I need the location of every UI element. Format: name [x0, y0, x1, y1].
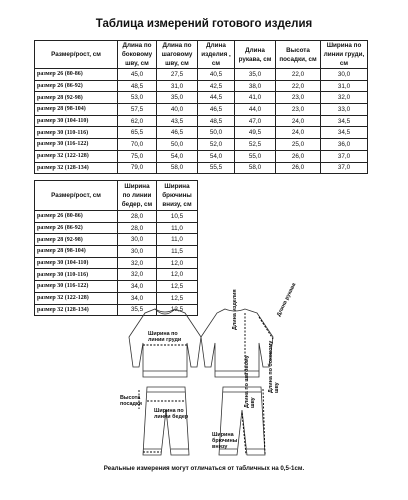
value-cell: 37,0 — [321, 150, 368, 162]
table-row — [35, 211, 198, 223]
value-cell: 11,0 — [157, 222, 198, 234]
value-cell: 79,0 — [118, 162, 157, 174]
page-title: Таблица измерений готового изделия — [95, 18, 313, 30]
sweatshirt-front-outline — [129, 309, 201, 377]
value-cell: 58,0 — [235, 162, 276, 174]
value-cell: 34,5 — [321, 115, 368, 127]
table-row — [35, 92, 368, 104]
value-cell: 35,5 — [118, 304, 157, 316]
value-cell: 32,0 — [321, 92, 368, 104]
value-cell: 34,5 — [321, 127, 368, 139]
table-row — [35, 69, 368, 81]
value-cell: 30,0 — [321, 69, 368, 81]
value-cell: 24,0 — [276, 127, 321, 139]
value-cell: 49,5 — [235, 127, 276, 139]
value-cell: 55,0 — [235, 150, 276, 162]
size-cell: размер 30 (110-116) — [35, 127, 118, 139]
size-cell: размер 32 (128-134) — [35, 162, 118, 174]
size-cell: размер 28 (92-98) — [35, 92, 118, 104]
value-cell: 27,5 — [157, 69, 198, 81]
column-header: Ширина по линии груди, см — [321, 41, 368, 69]
value-cell: 32,0 — [118, 257, 157, 269]
value-cell: 70,0 — [118, 139, 157, 151]
size-cell: размер 32 (122-128) — [35, 150, 118, 162]
measurements-table-trousers — [34, 180, 198, 316]
value-cell: 46,5 — [157, 127, 198, 139]
value-cell: 35,0 — [235, 69, 276, 81]
value-cell: 52,5 — [235, 139, 276, 151]
table-header-row — [35, 181, 198, 211]
label-side-seam: Длина по боковому шву — [268, 340, 280, 393]
column-header: Длина по шаговому шву, см — [157, 41, 198, 69]
column-header: Длина изделия , см — [198, 41, 235, 69]
value-cell: 23,0 — [276, 92, 321, 104]
value-cell: 54,0 — [157, 150, 198, 162]
column-header: Высота посадки, см — [276, 41, 321, 69]
value-cell: 62,0 — [118, 115, 157, 127]
value-cell: 38,0 — [235, 80, 276, 92]
table-row — [35, 246, 198, 258]
size-cell: размер 28 (98-104) — [35, 104, 118, 116]
value-cell: 57,5 — [118, 104, 157, 116]
value-cell: 37,0 — [321, 162, 368, 174]
size-cell: размер 26 (86-92) — [35, 222, 118, 234]
value-cell: 47,0 — [235, 115, 276, 127]
value-cell: 34,0 — [118, 281, 157, 293]
table-row — [35, 80, 368, 92]
value-cell: 11,0 — [157, 234, 198, 246]
size-cell: размер 32 (128-134) — [35, 304, 118, 316]
table-row — [35, 104, 368, 116]
size-cell: размер 30 (116-122) — [35, 281, 118, 293]
value-cell: 40,0 — [157, 104, 198, 116]
size-cell: размер 30 (110-116) — [35, 269, 118, 281]
value-cell: 32,0 — [118, 269, 157, 281]
label-chest-width: Ширина по линии груди — [148, 331, 182, 343]
value-cell: 48,5 — [118, 80, 157, 92]
value-cell: 65,5 — [118, 127, 157, 139]
value-cell: 36,0 — [321, 139, 368, 151]
column-header: Размер/рост, см — [35, 181, 118, 211]
value-cell: 23,0 — [276, 104, 321, 116]
size-cell: размер 32 (122-128) — [35, 292, 118, 304]
value-cell: 48,5 — [198, 115, 235, 127]
value-cell: 25,0 — [276, 139, 321, 151]
value-cell: 26,0 — [276, 150, 321, 162]
column-header: Ширина брючины внизу, см — [157, 181, 198, 211]
value-cell: 58,0 — [157, 162, 198, 174]
size-cell: размер 30 (104-110) — [35, 115, 118, 127]
column-header: Длина по боковому шву, см — [118, 41, 157, 69]
table-row — [35, 162, 368, 174]
table-row — [35, 234, 198, 246]
size-cell: размер 30 (104-110) — [35, 257, 118, 269]
value-cell: 12,5 — [157, 281, 198, 293]
value-cell: 12,5 — [157, 292, 198, 304]
table-header-row — [35, 41, 368, 69]
size-cell: размер 28 (98-104) — [35, 246, 118, 258]
value-cell: 53,0 — [118, 92, 157, 104]
measurements-table-main — [34, 40, 368, 174]
table-row — [35, 269, 198, 281]
value-cell: 30,0 — [118, 234, 157, 246]
size-cell: размер 30 (116-122) — [35, 139, 118, 151]
value-cell: 52,0 — [198, 139, 235, 151]
table-row — [35, 292, 198, 304]
value-cell: 35,0 — [157, 92, 198, 104]
value-cell: 28,0 — [118, 211, 157, 223]
table-row — [35, 222, 198, 234]
column-header: Длина рукава, см — [235, 41, 276, 69]
value-cell: 46,5 — [198, 104, 235, 116]
value-cell: 43,5 — [157, 115, 198, 127]
value-cell: 22,0 — [276, 69, 321, 81]
label-hip-width: Ширина по линии бедер — [154, 408, 189, 420]
label-sleeve-length: Длина рукава — [276, 282, 298, 318]
table-row — [35, 127, 368, 139]
value-cell: 26,0 — [276, 162, 321, 174]
value-cell: 50,0 — [157, 139, 198, 151]
value-cell: 44,5 — [198, 92, 235, 104]
label-product-length: Длина изделия — [232, 289, 238, 330]
size-cell: размер 26 (86-92) — [35, 80, 118, 92]
value-cell: 42,5 — [198, 80, 235, 92]
label-seat-height: Высота посадки — [120, 395, 142, 407]
value-cell: 31,0 — [157, 80, 198, 92]
table-row — [35, 150, 368, 162]
value-cell: 75,0 — [118, 150, 157, 162]
value-cell: 30,0 — [118, 246, 157, 258]
value-cell: 24,0 — [276, 115, 321, 127]
value-cell: 34,0 — [118, 292, 157, 304]
label-inseam: Длина по шаговому шву — [244, 355, 256, 408]
value-cell: 10,5 — [157, 211, 198, 223]
size-cell: размер 26 (80-86) — [35, 69, 118, 81]
value-cell: 40,5 — [198, 69, 235, 81]
value-cell: 12,5 — [157, 304, 198, 316]
table-row — [35, 115, 368, 127]
value-cell: 45,0 — [118, 69, 157, 81]
value-cell: 12,0 — [157, 269, 198, 281]
value-cell: 12,0 — [157, 257, 198, 269]
value-cell: 33,0 — [321, 104, 368, 116]
trousers-front-outline — [143, 387, 189, 455]
column-header: Ширина по линии бедер, см — [118, 181, 157, 211]
value-cell: 50,0 — [198, 127, 235, 139]
value-cell: 31,0 — [321, 80, 368, 92]
footnote: Реальные измерения могут отличаться от табличных на 0,5-1см. — [103, 465, 305, 472]
value-cell: 22,0 — [276, 80, 321, 92]
value-cell: 55,5 — [198, 162, 235, 174]
value-cell: 54,0 — [198, 150, 235, 162]
value-cell: 41,0 — [235, 92, 276, 104]
table-row — [35, 281, 198, 293]
column-header: Размер/рост, см — [35, 41, 118, 69]
label-leg-width: Ширина брючины внизу — [212, 432, 238, 450]
size-cell: размер 28 (92-98) — [35, 234, 118, 246]
table-row — [35, 139, 368, 151]
value-cell: 28,0 — [118, 222, 157, 234]
table-row — [35, 257, 198, 269]
value-cell: 11,5 — [157, 246, 198, 258]
size-cell: размер 26 (80-86) — [35, 211, 118, 223]
value-cell: 44,0 — [235, 104, 276, 116]
